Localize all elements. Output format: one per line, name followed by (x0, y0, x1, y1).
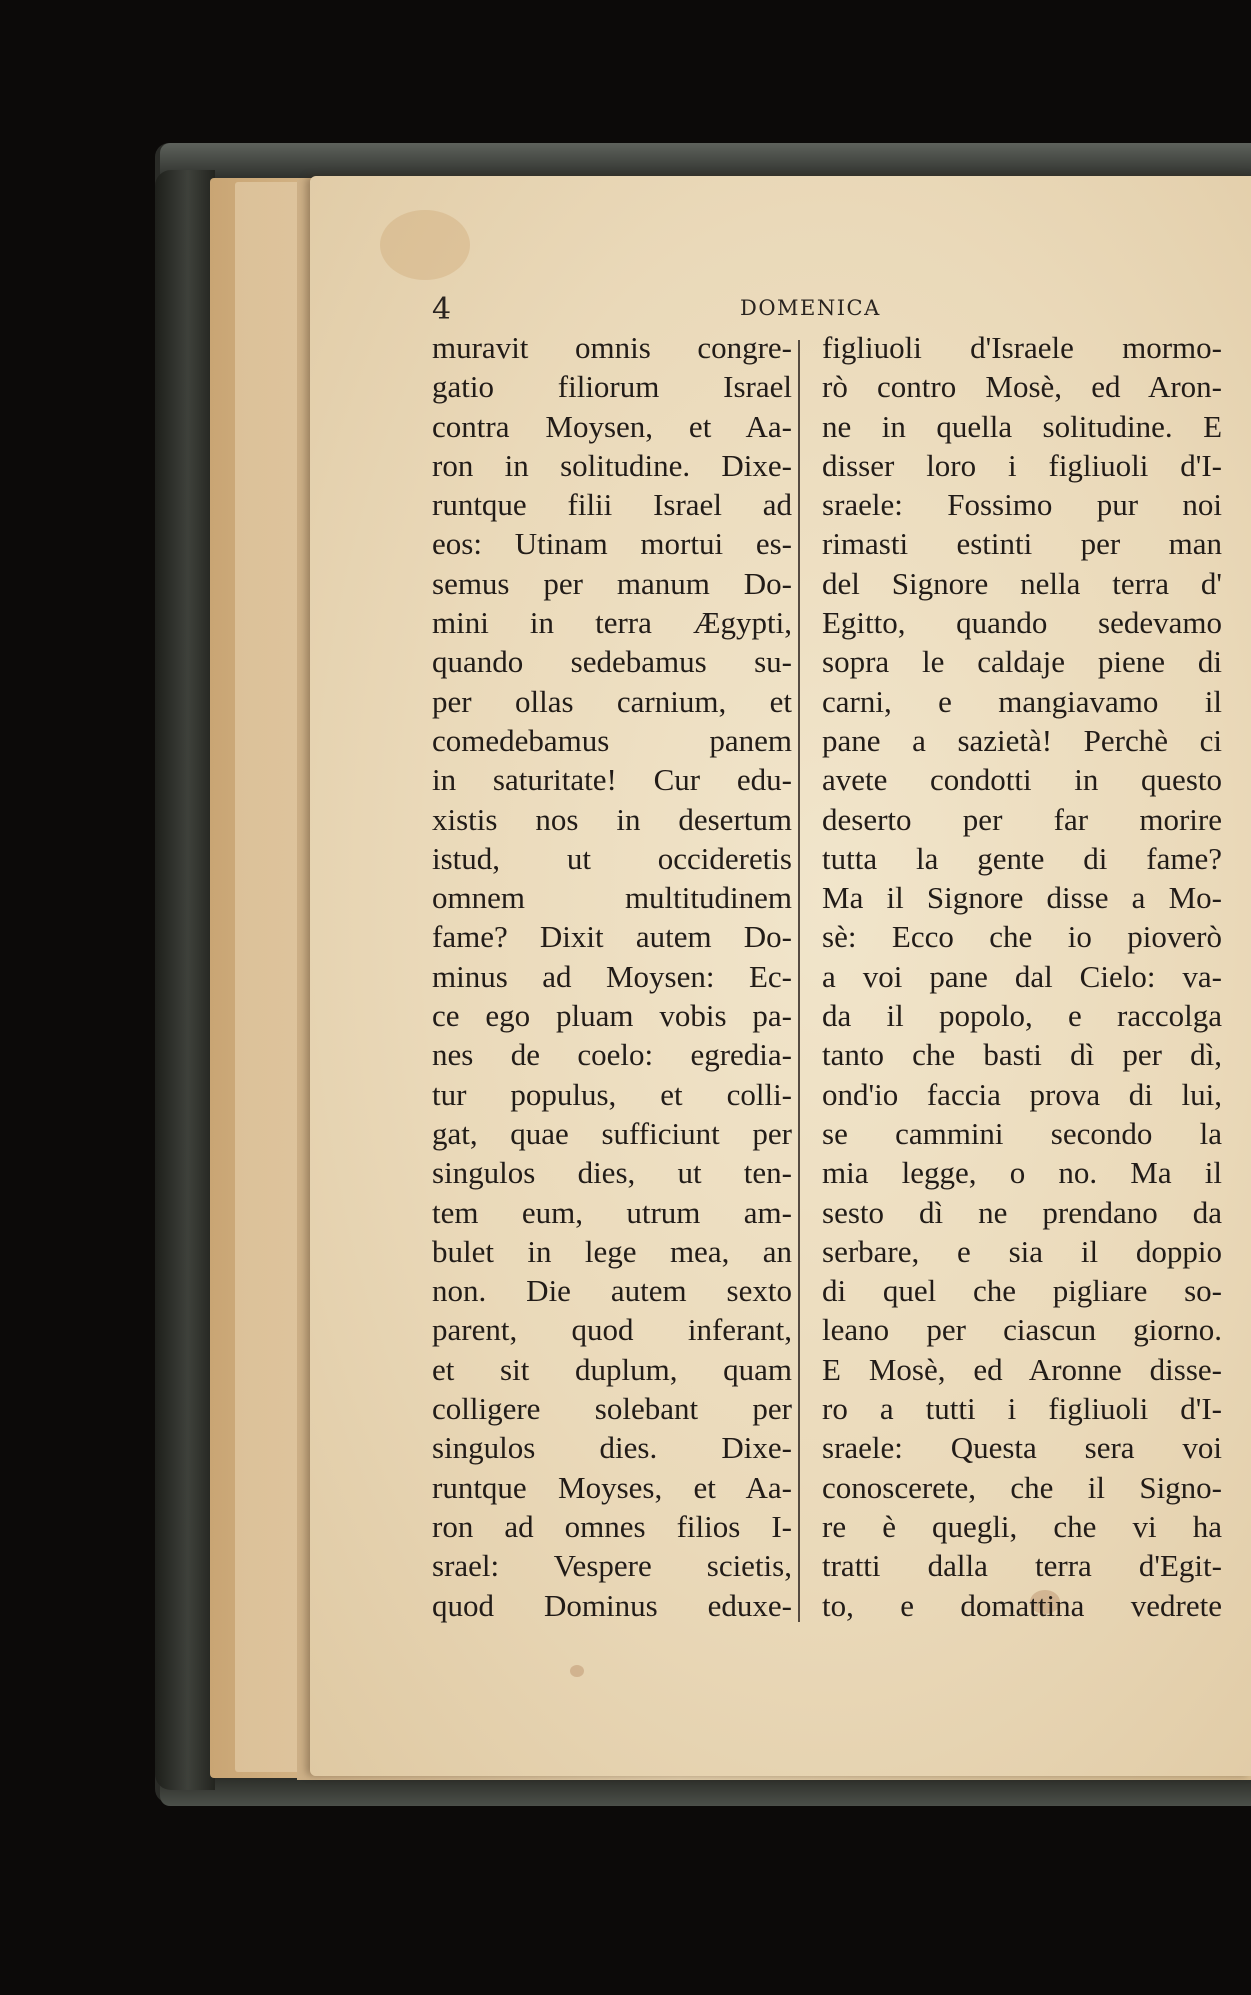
text-line: bulet in lege mea, an (432, 1233, 792, 1269)
text-line: avete condotti in questo (822, 762, 1222, 798)
text-line: sesto dì ne prendano da (822, 1194, 1222, 1230)
text-line: carni, e mangiavamo il (822, 683, 1222, 719)
text-line: serbare, e sia il doppio (822, 1233, 1222, 1269)
text-line: ron ad omnes filios I- (432, 1508, 792, 1544)
text-line: singulos dies, ut ten- (432, 1155, 792, 1191)
text-line: eos: Utinam mortui es- (432, 526, 792, 562)
text-line: singulos dies. Dixe- (432, 1430, 792, 1466)
book-spine (155, 170, 215, 1790)
text-line: da il popolo, e raccolga (822, 998, 1222, 1034)
text-line: contra Moysen, et Aa- (432, 408, 792, 444)
text-line: et sit duplum, quam (432, 1351, 792, 1387)
column-divider (798, 340, 800, 1622)
text-line: sopra le caldaje piene di (822, 644, 1222, 680)
text-line: istud, ut occideretis (432, 840, 792, 876)
italian-text-column (822, 328, 1222, 1625)
text-line: minus ad Moysen: Ec- (432, 958, 792, 994)
text-line: disser loro i figliuoli d'I- (822, 447, 1222, 483)
text-line: parent, quod inferant, (432, 1312, 792, 1348)
text-line: omnem multitudinem (432, 880, 792, 916)
text-line: pane a sazietà! Perchè ci (822, 722, 1222, 758)
text-line: to, e domattina vedrete (822, 1587, 1222, 1623)
text-line: nes de coelo: egredia- (432, 1037, 792, 1073)
latin-text-column (432, 328, 792, 1625)
text-line: fame? Dixit autem Do- (432, 919, 792, 955)
text-line: quod Dominus eduxe- (432, 1587, 792, 1623)
text-line: xistis nos in desertum (432, 801, 792, 837)
text-line: ne in quella solitudine. E (822, 408, 1222, 444)
text-line: sraele: Questa sera voi (822, 1430, 1222, 1466)
text-line: mini in terra Ægypti, (432, 605, 792, 641)
text-line: tutta la gente di fame? (822, 840, 1222, 876)
text-line: runtque filii Israel ad (432, 487, 792, 523)
text-line: Ma il Signore disse a Mo- (822, 880, 1222, 916)
text-line: sè: Ecco che io pioverò (822, 919, 1222, 955)
text-line: E Mosè, ed Aronne disse- (822, 1351, 1222, 1387)
text-line: comedebamus panem (432, 722, 792, 758)
text-line: tanto che basti dì per dì, (822, 1037, 1222, 1073)
text-line: figliuoli d'Israele mormo- (822, 330, 1222, 365)
text-line: di quel che pigliare so- (822, 1273, 1222, 1309)
text-line: gat, quae sufficiunt per (432, 1115, 792, 1151)
text-line: colligere solebant per (432, 1391, 792, 1427)
text-line: se cammini secondo la (822, 1115, 1222, 1151)
text-line: per ollas carnium, et (432, 683, 792, 719)
text-line: ro a tutti i figliuoli d'I- (822, 1391, 1222, 1427)
text-line: del Signore nella terra d' (822, 565, 1222, 601)
foxing-stain (380, 210, 470, 280)
text-line: tem eum, utrum am- (432, 1194, 792, 1230)
text-line: non. Die autem sexto (432, 1273, 792, 1309)
foxing-stain (570, 1665, 584, 1677)
text-line: rò contro Mosè, ed Aron- (822, 369, 1222, 405)
text-line: deserto per far morire (822, 801, 1222, 837)
text-line: srael: Vespere scietis, (432, 1548, 792, 1584)
text-line: Egitto, quando sedevamo (822, 605, 1222, 641)
text-line: tratti dalla terra d'Egit- (822, 1548, 1222, 1584)
text-line: rimasti estinti per man (822, 526, 1222, 562)
text-line: leano per ciascun giorno. (822, 1312, 1222, 1348)
text-line: gatio filiorum Israel (432, 369, 792, 405)
text-line: semus per manum Do- (432, 565, 792, 601)
text-line: muravit omnis congre- (432, 330, 792, 365)
running-head: DOMENICA (740, 296, 881, 320)
text-line: a voi pane dal Cielo: va- (822, 958, 1222, 994)
text-line: conoscerete, che il Signo- (822, 1469, 1222, 1505)
text-line: runtque Moyses, et Aa- (432, 1469, 792, 1505)
text-line: mia legge, o no. Ma il (822, 1155, 1222, 1191)
text-line: quando sedebamus su- (432, 644, 792, 680)
text-line: sraele: Fossimo pur noi (822, 487, 1222, 523)
text-line: tur populus, et colli- (432, 1076, 792, 1112)
text-line: in saturitate! Cur edu- (432, 762, 792, 798)
page-number: 4 (432, 292, 452, 327)
text-line: re è quegli, che vi ha (822, 1508, 1222, 1544)
text-line: ron in solitudine. Dixe- (432, 447, 792, 483)
text-line: ond'io faccia prova di lui, (822, 1076, 1222, 1112)
text-line: ce ego pluam vobis pa- (432, 998, 792, 1034)
